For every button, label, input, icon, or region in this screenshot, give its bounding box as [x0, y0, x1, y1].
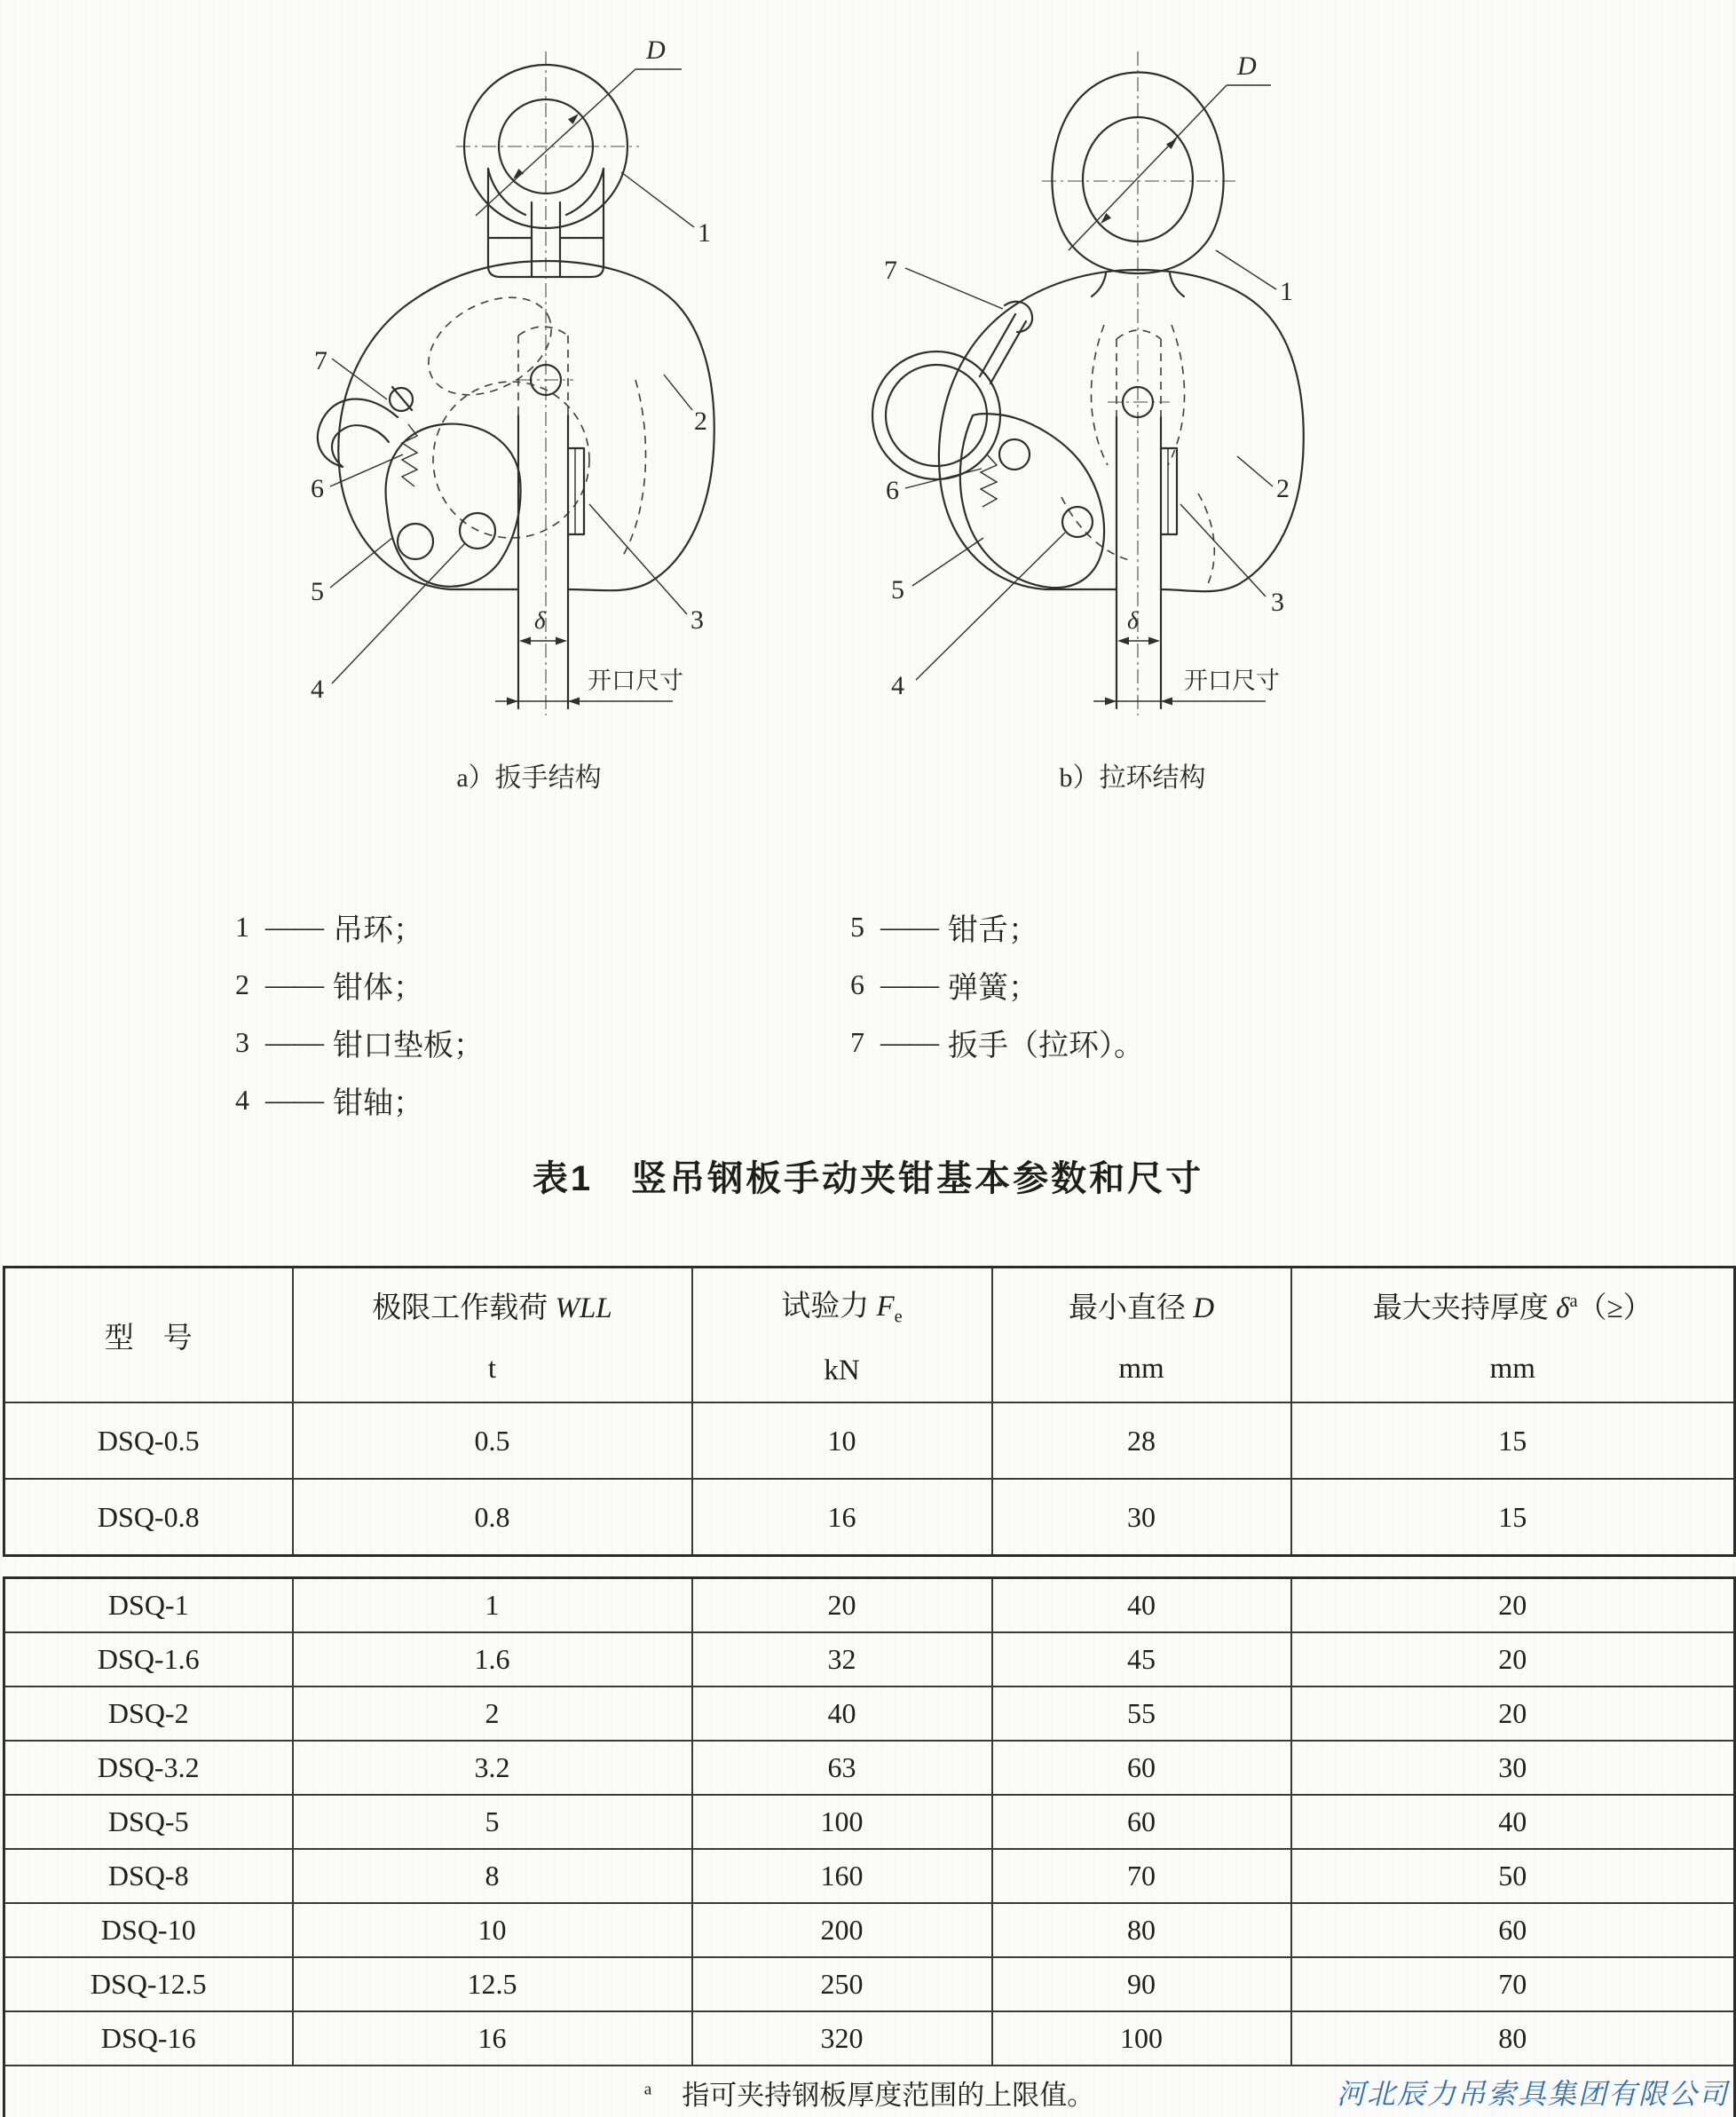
cell-delta: 50: [1291, 1849, 1735, 1903]
cell-d: 40: [992, 1578, 1291, 1633]
cell-wll: 0.5: [293, 1402, 692, 1479]
col-unit-wll: t: [487, 1353, 497, 1385]
footnote-text: 指可夹持钢板厚度范围的上限值。: [682, 2080, 1095, 2111]
cell-wll: 5: [293, 1795, 692, 1849]
cell-delta: 70: [1291, 1957, 1735, 2011]
cell-model: DSQ-0.8: [4, 1479, 293, 1556]
col-header-min-diameter: 最小直径 D mm: [992, 1268, 1291, 1403]
cell-wll: 1.6: [293, 1632, 692, 1686]
diameter-dimension: [476, 36, 682, 216]
table-row: [4, 1578, 1735, 1633]
cell-fe: 200: [692, 1903, 992, 1957]
cell-fe: 16: [692, 1479, 992, 1556]
centerlines: [456, 51, 639, 715]
thickness-dimension: [519, 607, 567, 645]
cell-delta: 60: [1291, 1903, 1735, 1957]
callout-7: 7: [314, 346, 327, 375]
callout-2: 2: [1276, 474, 1290, 503]
cell-fe: 32: [692, 1632, 992, 1686]
table-row: [4, 1686, 1735, 1741]
cell-model: DSQ-10: [4, 1903, 293, 1957]
diameter-dimension: [1069, 51, 1271, 250]
pull-ring: [872, 352, 1000, 479]
cell-fe: 63: [692, 1741, 992, 1795]
legend-item-label: 钳口垫板；: [333, 1030, 484, 1062]
callout-leaders: [330, 172, 694, 683]
legend-dash: ——: [265, 1025, 322, 1059]
cell-model: DSQ-1.6: [4, 1632, 293, 1686]
cell-model: DSQ-5: [4, 1795, 293, 1849]
table-row: [4, 1903, 1735, 1957]
col-header-test-force: 试验力 $F_e$ kN: [692, 1268, 992, 1403]
col-header-model-label: 型 号: [104, 1322, 193, 1355]
callout-4: 4: [311, 675, 324, 704]
cell-model: DSQ-0.5: [4, 1402, 293, 1479]
cell-fe: 10: [692, 1402, 992, 1479]
cell-d: 28: [992, 1402, 1291, 1479]
callout-6: 6: [886, 476, 899, 505]
legend-item-number: 6: [850, 968, 864, 1000]
cell-fe: 320: [692, 2011, 992, 2066]
cell-d: 90: [992, 1957, 1291, 2011]
legend-item: [850, 898, 1144, 956]
figure-b-pullring-structure: [840, 0, 1390, 799]
cell-fe: 100: [692, 1795, 992, 1849]
figure-a-caption: a）扳手结构: [456, 763, 602, 793]
cell-delta: 15: [1291, 1402, 1735, 1479]
cell-delta: 20: [1291, 1632, 1735, 1686]
legend-item: [850, 1014, 1144, 1071]
legend-item-number: 3: [235, 1026, 249, 1058]
figure-b-caption: b）拉环结构: [1059, 763, 1206, 793]
legend-item-label: 钳体；: [333, 972, 423, 1005]
table-title: 表1 竖吊钢板手动夹钳基本参数和尺寸: [532, 1159, 1204, 1198]
legend-item-number: 5: [850, 911, 864, 943]
callout-5: 5: [891, 575, 904, 604]
cell-wll: 16: [293, 2011, 692, 2066]
callout-3: 3: [1271, 588, 1284, 617]
callout-1: 1: [1280, 277, 1293, 306]
cell-wll: 1: [293, 1578, 692, 1633]
legend-item-label: 弹簧；: [948, 972, 1038, 1005]
delta-label: δ: [534, 607, 546, 634]
callout-4: 4: [891, 671, 904, 700]
legend-dash: ——: [880, 1025, 937, 1059]
cell-delta: 80: [1291, 2011, 1735, 2066]
centerlines: [1042, 51, 1235, 715]
table-row: [4, 2011, 1735, 2066]
opening-dimension: [495, 667, 683, 706]
legend-dash: ——: [265, 968, 322, 1001]
company-watermark: 河北辰力吊索具集团有限公司: [1336, 2078, 1729, 2110]
legend-dash: ——: [265, 1083, 322, 1117]
parameters-table-upper: [3, 1266, 1736, 1557]
legend-item-number: 2: [235, 968, 249, 1000]
col-unit-max-thickness: mm: [1489, 1353, 1535, 1385]
footnote-marker: a: [643, 2080, 652, 2099]
diameter-label: D: [1237, 51, 1257, 81]
cell-d: 60: [992, 1795, 1291, 1849]
cell-d: 60: [992, 1741, 1291, 1795]
diameter-label: D: [646, 36, 666, 65]
callout-5: 5: [311, 577, 324, 606]
col-header-wll: 极限工作载荷 WLL t: [293, 1268, 692, 1403]
hidden-contours: [412, 278, 645, 556]
cell-delta: 20: [1291, 1686, 1735, 1741]
parts-legend-left: [235, 898, 484, 1129]
legend-item-label: 钳舌；: [948, 914, 1038, 947]
table-row: [4, 1795, 1735, 1849]
cell-delta: 40: [1291, 1795, 1735, 1849]
col-header-max-thickness: 最大夹持厚度 $\delta^a(\ge)$ mm: [1291, 1268, 1735, 1403]
cell-model: DSQ-2: [4, 1686, 293, 1741]
legend-item-number: 7: [850, 1026, 864, 1058]
cell-d: 55: [992, 1686, 1291, 1741]
cell-delta: 20: [1291, 1578, 1735, 1633]
col-unit-min-diameter: mm: [1118, 1353, 1164, 1385]
cell-fe: 160: [692, 1849, 992, 1903]
cell-wll: 10: [293, 1903, 692, 1957]
legend-item-label: 吊环；: [333, 914, 423, 947]
callout-2: 2: [694, 407, 707, 436]
cell-model: DSQ-16: [4, 2011, 293, 2066]
figure-a-wrench-structure: [263, 0, 760, 799]
table-row: [4, 1957, 1735, 2011]
cell-wll: 3.2: [293, 1741, 692, 1795]
legend-item-label: 扳手（拉环）。: [948, 1030, 1144, 1062]
legend-dash: ——: [880, 910, 937, 944]
cell-wll: 2: [293, 1686, 692, 1741]
callout-3: 3: [690, 605, 704, 635]
opening-size-label: 开口尺寸: [588, 667, 683, 694]
cell-fe: 20: [692, 1578, 992, 1633]
clamp-body: [338, 261, 714, 590]
legend-item: [235, 898, 484, 956]
callout-6: 6: [311, 474, 324, 503]
opening-dimension: [1093, 667, 1280, 706]
cell-wll: 8: [293, 1849, 692, 1903]
cell-fe: 40: [692, 1686, 992, 1741]
cam-lever: [386, 424, 521, 587]
cell-delta: 15: [1291, 1479, 1735, 1556]
cell-model: DSQ-1: [4, 1578, 293, 1633]
cell-d: 100: [992, 2011, 1291, 2066]
opening-size-label: 开口尺寸: [1184, 667, 1280, 694]
legend-dash: ——: [265, 910, 322, 944]
legend-item-label: 钳轴；: [333, 1087, 423, 1120]
cell-fe: 250: [692, 1957, 992, 2011]
jaw-and-pad: [518, 415, 584, 708]
clamp-body: [939, 270, 1304, 591]
header-row: [4, 1268, 1735, 1403]
callout-1: 1: [698, 218, 711, 248]
table-row: [4, 1741, 1735, 1795]
parts-legend-right: [850, 898, 1144, 1071]
legend-item: [850, 956, 1144, 1014]
cell-d: 80: [992, 1903, 1291, 1957]
legend-item-number: 4: [235, 1084, 249, 1116]
ring-clip: [980, 302, 1032, 383]
cell-model: DSQ-8: [4, 1849, 293, 1903]
col-header-model: [4, 1268, 293, 1403]
cell-wll: 12.5: [293, 1957, 692, 2011]
wrench-handle: [318, 387, 413, 467]
legend-item: [235, 1071, 484, 1129]
cell-d: 45: [992, 1632, 1291, 1686]
delta-label: δ: [1127, 607, 1139, 634]
cell-wll: 0.8: [293, 1479, 692, 1556]
callout-7: 7: [884, 256, 897, 285]
cell-d: 30: [992, 1479, 1291, 1556]
table-row: [4, 1479, 1735, 1556]
table-row: [4, 1632, 1735, 1686]
legend-item: [235, 1014, 484, 1071]
legend-item-number: 1: [235, 911, 249, 943]
cell-model: DSQ-12.5: [4, 1957, 293, 2011]
jaw-and-pad: [1117, 417, 1177, 708]
cell-delta: 30: [1291, 1741, 1735, 1795]
legend-dash: ——: [880, 968, 937, 1001]
thickness-dimension: [1117, 607, 1160, 645]
col-unit-test-force: kN: [824, 1354, 860, 1386]
legend-item: [235, 956, 484, 1014]
table-row: [4, 1849, 1735, 1903]
cell-model: DSQ-3.2: [4, 1741, 293, 1795]
parameters-table-lower: [3, 1576, 1736, 2117]
table-row: [4, 1402, 1735, 1479]
cell-d: 70: [992, 1849, 1291, 1903]
spring: [981, 454, 997, 507]
